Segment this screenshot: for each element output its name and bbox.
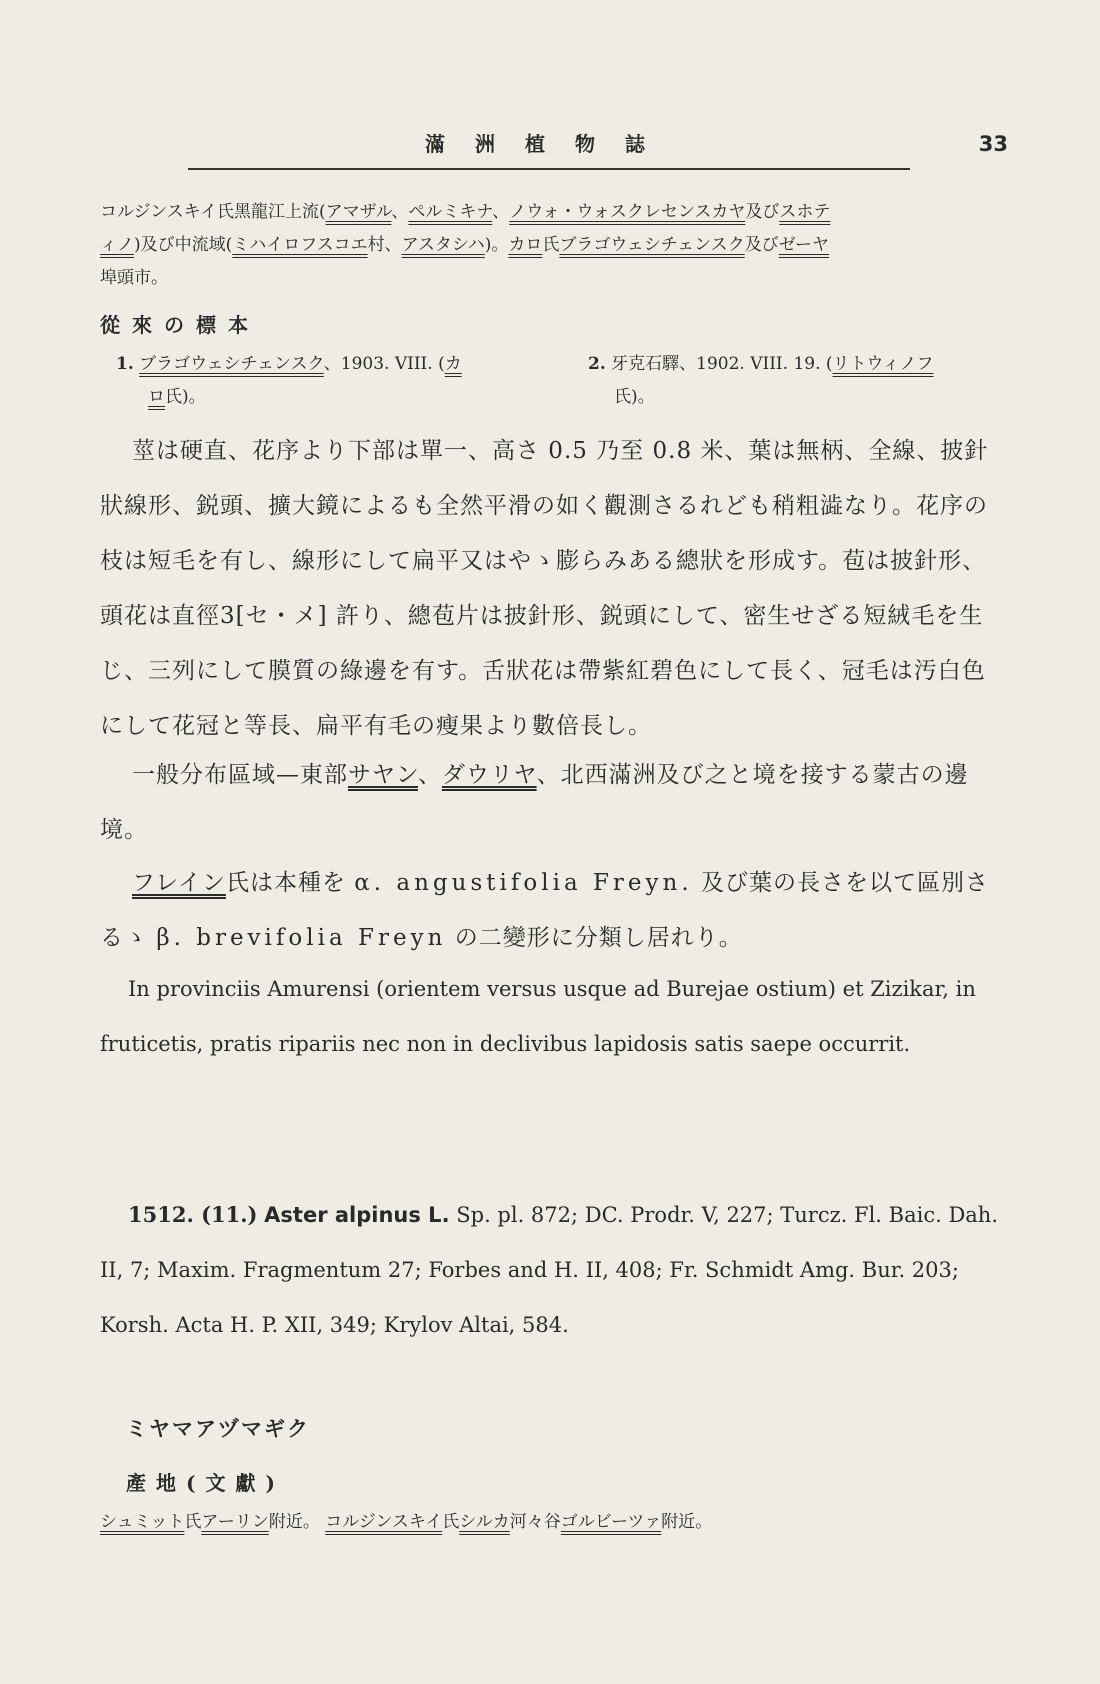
latin-paragraph: In provinciis Amurensi (orientem versus usque ad Burejae ostium) et Zizikar, in fruticetis, pratis ripariis nec non in declivibus lapidosis satis saepe occurrit. [100,977,976,1056]
specimen-2: 2. 牙克石驛、1902. VIII. 19. (リトウィノフ 氏)。 [588,354,934,407]
freyn-note: フレイン氏は本種を α. angustifolia Freyn. 及び葉の長さを以て區別さるゝ β. brevifolia Freyn の二變形に分類し居れり。 [100,870,989,951]
species-number: 1512. (11.) [128,1202,258,1227]
japanese-name: ミヤマアヅマギク [126,1417,310,1441]
distribution-line-1: コルジンスキイ氏黑龍江上流(アマザル、ペルミキナ、ノウォ・ウォスクレセンスカヤ及びスホテ [100,202,831,222]
page-number: 33 [978,132,1008,156]
specimens-heading: 從來の標本 [100,313,260,337]
specimen-1: 1. ブラゴウェシチェンスク、1903. VIII. (カ ロ氏)。 [116,354,462,407]
locality-heading: 產地(文獻) [126,1471,285,1495]
distribution-line-3: 埠頭市。 [100,268,168,288]
species-references: Sp. pl. 872; DC. Prodr. V, 227; Turcz. Fl. Baic. Dah. II, 7; Maxim. Fragmentum 27; Forbes and H. II, 408; Fr. Schmidt Amg. Bur. 203; Korsh. Acta H. P. XII, 349; Krylov Altai, 584. [100,1203,998,1337]
taxon-alpha: α. angustifolia Freyn. [354,870,693,896]
description-paragraph: 莖は硬直、花序より下部は單一、高さ 0.5 乃至 0.8 米、葉は無柄、全線、披針狀線形、鋭頭、擴大鏡によるも全然平滑の如く觀測さるれども稍粗澁なり。花序の枝は短毛を有し、線形にして扁平又はやゝ膨らみある總狀を形成す。苞は披針形、頭花は直徑3[セ・メ] 許り、總苞片は披針形、鋭頭にして、密生せざる短絨毛を生じ、三列にして膜質の綠邊を有す。舌狀花は帶紫紅碧色にして長く、冠毛は汚白色にして花冠と等長、扁平有毛の瘦果より數倍長し。 [100,438,989,739]
species-entry [100,1187,1008,1353]
locality-line: シュミット氏アーリン附近。 コルジンスキイ氏シルカ河々谷ゴルビーツァ附近。 [100,1512,713,1532]
distribution-intro [100,196,1008,295]
header-rule [188,168,910,170]
general-distribution: 一般分布區域—東部サヤン、ダウリヤ、北西滿洲及び之と境を接する蒙古の邊境。 [100,762,969,843]
running-title: 滿洲植物誌 [425,132,675,156]
species-name: Aster alpinus L. [264,1203,450,1227]
distribution-line-2: ィノ)及び中流域(ミハイロフスコエ村、アスタシハ)。カロ氏ブラゴウェシチェンスク及びゼーヤ [100,235,830,255]
taxon-beta: β. brevifolia Freyn [156,925,447,951]
